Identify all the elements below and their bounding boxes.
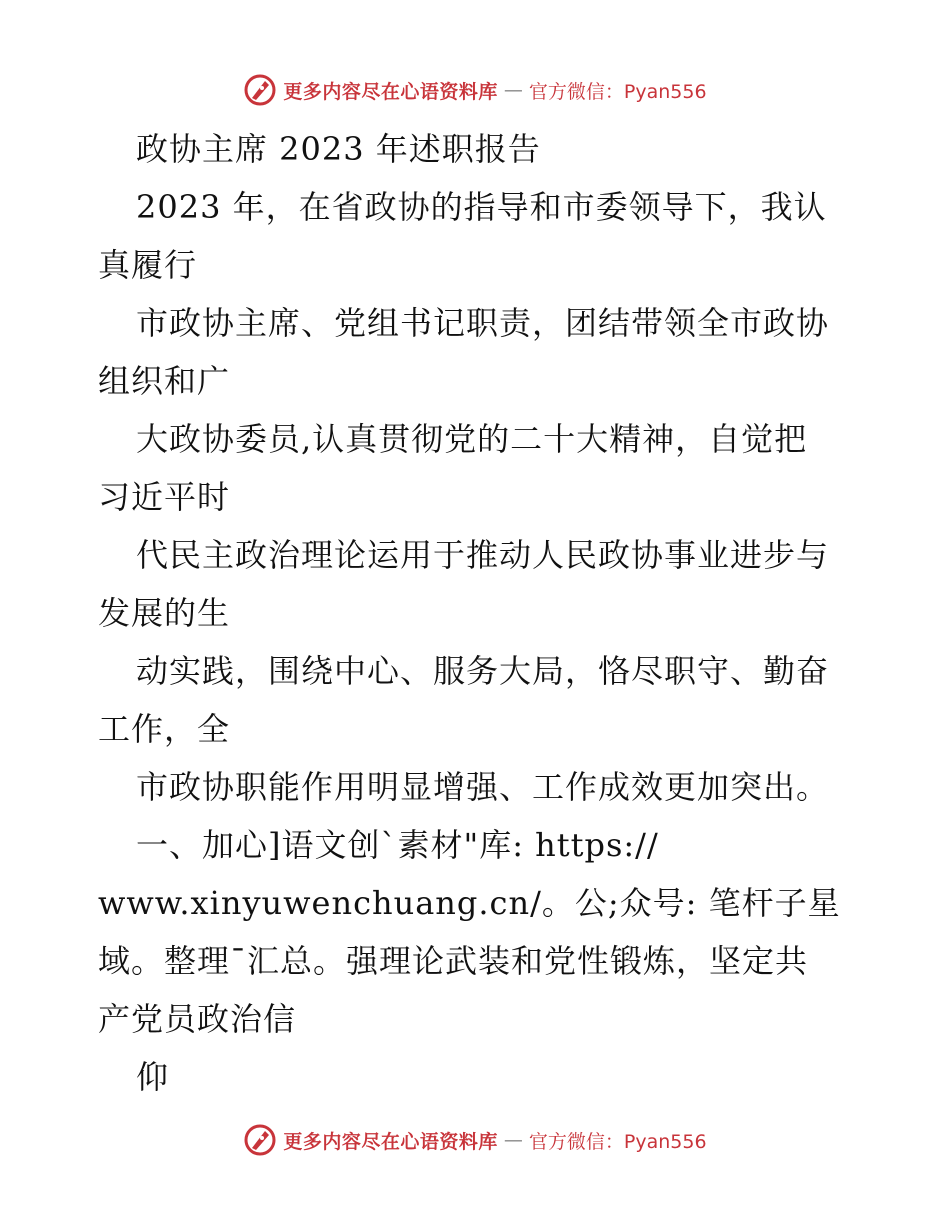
text-line: www.xinyuwenchuang.cn/。公;众号: 笔杆子星: [98, 884, 841, 922]
text-line: 政协主席 2023 年述职报告: [136, 130, 541, 168]
banner-dash: —: [503, 1129, 523, 1151]
text-line: 习近平时: [98, 478, 231, 516]
text-line: 代民主政治理论运用于推动人民政协事业进步与: [136, 536, 830, 574]
text-line: 仰: [136, 1058, 170, 1096]
text-line: 市政协主席、党组书记职责，团结带领全市政协: [136, 304, 830, 342]
pen-nib-logo-icon: [243, 73, 277, 107]
text-line: 大政协委员,认真贯彻党的二十大精神，自觉把: [136, 420, 808, 458]
banner-wechat-text: 官方微信：Pyan556: [528, 80, 707, 103]
text-line: 动实践，围绕中心、服务大局，恪尽职守、勤奋: [136, 652, 830, 690]
text-line: 2023 年，在省政协的指导和市委领导下，我认: [136, 188, 827, 226]
document-body: [98, 120, 858, 1106]
text-line: 市政协职能作用明显增强、工作成效更加突出。: [136, 768, 830, 806]
banner-site-text: 更多内容尽在心语资料库: [283, 80, 498, 103]
text-line: 一、加心]语文创`素材"库: https://: [136, 826, 659, 864]
text-line: 真履行: [98, 246, 198, 284]
banner-wechat-text: 官方微信：Pyan556: [528, 1130, 707, 1153]
text-line: 工作，全: [98, 710, 231, 748]
text-line: 域。整理¯汇总。强理论武装和党性锻炼，坚定共: [98, 942, 809, 980]
text-line: 组织和广: [98, 362, 231, 400]
banner-site-text: 更多内容尽在心语资料库: [283, 1130, 498, 1153]
pen-nib-logo-icon: [243, 1123, 277, 1157]
text-line: 产党员政治信: [98, 1000, 297, 1038]
header-banner: [0, 70, 950, 110]
banner-dash: —: [503, 79, 523, 101]
text-line: 发展的生: [98, 594, 231, 632]
footer-banner: [0, 1120, 950, 1160]
